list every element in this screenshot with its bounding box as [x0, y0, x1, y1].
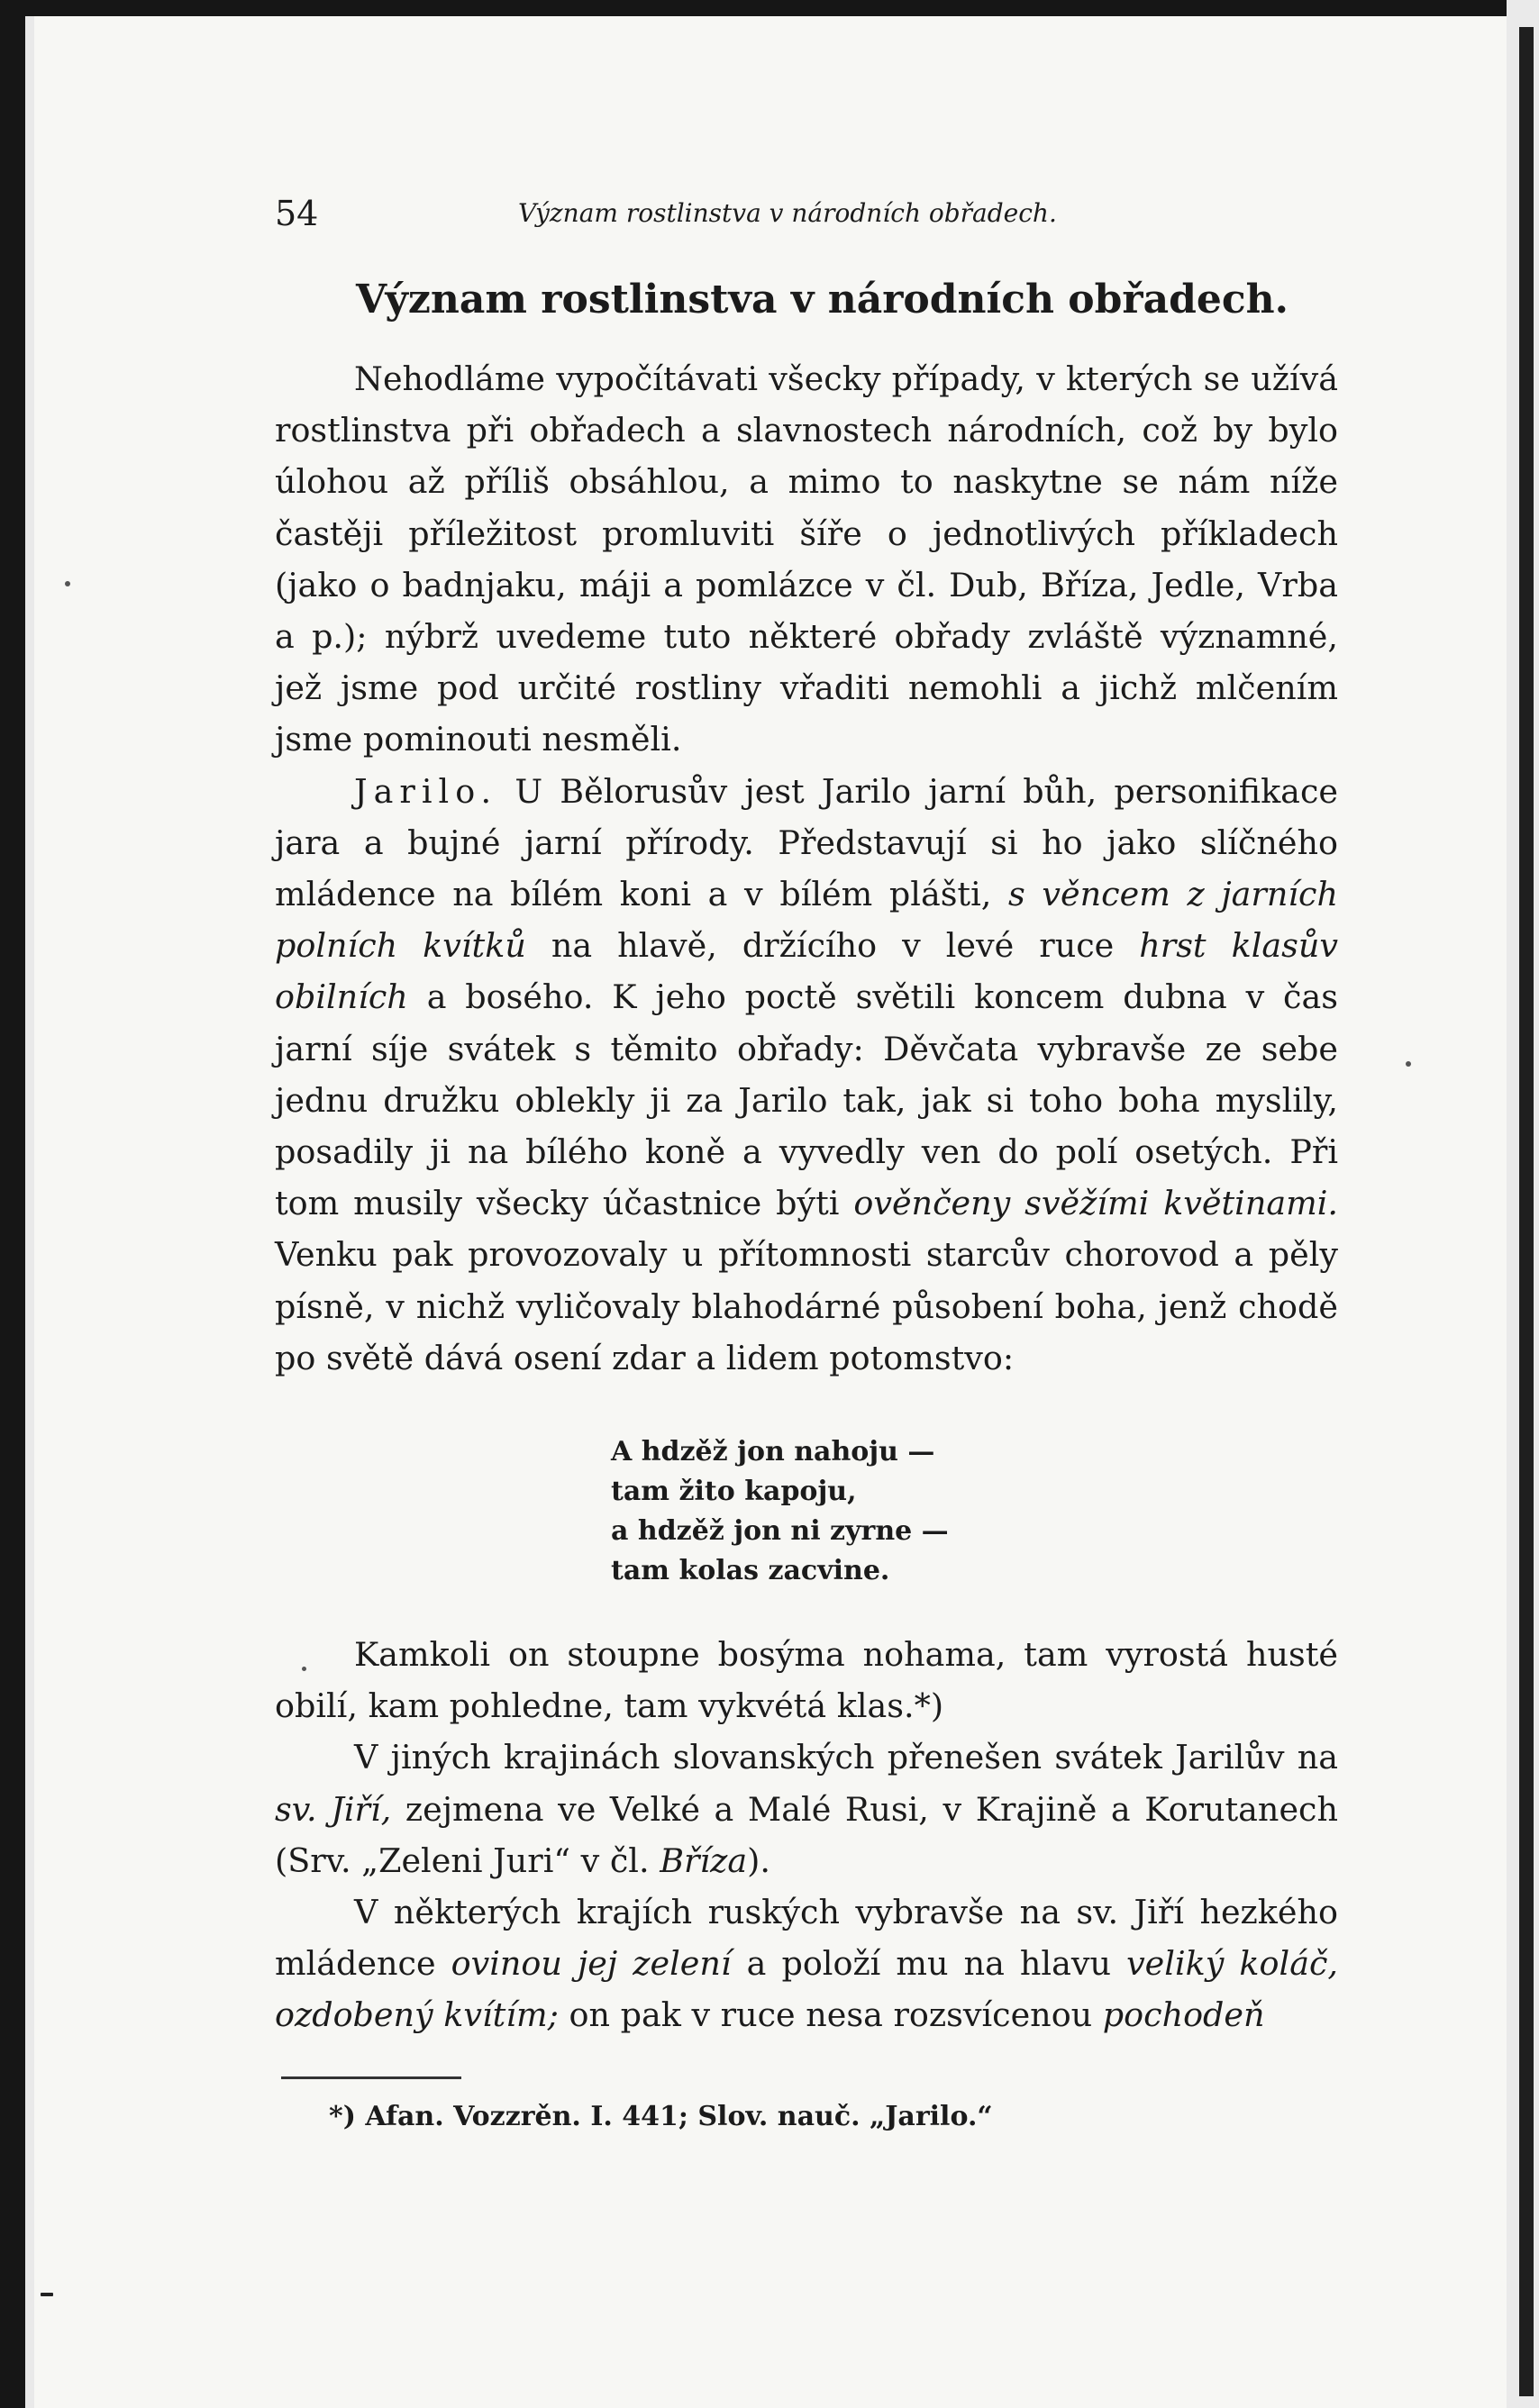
italic-run: Bříza	[660, 1840, 748, 1880]
text-run: Venku pak provozovaly u přítomnosti starcův chorovod a pěly písně, v nichž vyličovaly blahodárné působení boha, jenž chodě po světě dává osení zdar a lidem potomstvo:	[275, 1235, 1338, 1377]
main-text-continued	[275, 1629, 1338, 2041]
text-run: a položí mu na hlavu	[731, 1944, 1127, 1984]
scan-speck	[1406, 1061, 1411, 1067]
text-run: V jiných krajinách slovanských přenešen svátek Jarilův na	[354, 1738, 1338, 1777]
main-text	[275, 353, 1338, 1384]
scan-border-left	[0, 0, 25, 2408]
scan-page-edge-left	[25, 16, 34, 2408]
text-run: na hlavě, držícího v levé ruce	[525, 926, 1140, 966]
verse-line: A hdzěž jon nahoju —	[611, 1436, 935, 1468]
verse-line: tam žito kapoju,	[611, 1476, 857, 1507]
paragraph-intro: Nehodláme vypočítávati všecky případy, v kterých se užívá rostlinstva při obřadech a slavnostech národních, což by bylo úlohou až příliš obsáhlou, a mimo to naskytne se nám níže častěji příležitost promluviti šíře o jednotlivých příkladech (jako o badnjaku, máji a pomlázce v čl. Dub, Bříza, Jedle, Vrba a p.); nýbrž uvedeme tuto některé obřady zvláště významné, jež jsme pod určité rostliny vřaditi nemohli a jichž mlčením jsme pominouti nesměli.	[275, 359, 1338, 759]
text-run: a bosého. K jeho poctě světili koncem dubna v čas jarní síje svátek s těmito obřady: Děvčata vybravše ze sebe jednu družku oblekly ji za Jarilo tak, jak si toho boha myslily, posadily ji na bílého koně a vyvedly ven do polí osetých. Při tom musily všecky účastnice býti	[275, 977, 1338, 1223]
italic-run: pochodeň	[1102, 1995, 1265, 2035]
italic-run: s věncem z jarních polních kvítků	[275, 875, 1339, 966]
footnote: *) Afan. Vozzrěn. I. 441; Slov. nauč. „Jarilo.“	[329, 2101, 993, 2132]
text-run: zejmena ve Velké a Malé Rusi, v Krajině a Korutanech (Srv. „Zeleni Juri“ v čl.	[275, 1789, 1338, 1880]
paragraph-kamkoli: Kamkoli on stoupne bosýma nohama, tam vyrostá husté obilí, kam pohledne, tam vykvétá klas.*)	[275, 1635, 1338, 1726]
paragraph-russian-custom	[275, 1886, 1338, 2041]
paragraph-jarilo	[275, 766, 1338, 1384]
jarilo-lead: Jarilo.	[354, 771, 498, 811]
verse-line: tam kolas zacvine.	[611, 1555, 890, 1586]
text-run: ).	[747, 1840, 770, 1880]
text-run: U Bělorusův jest Jarilo jarní bůh, personifikace jara a bujné jarní přírody. Představují si ho jako slíčného mládence na bílém koni a v bílém plášti,	[275, 771, 1338, 914]
verse-line: a hdzěž jon ni zyrne —	[611, 1515, 949, 1547]
scan-speck	[41, 2293, 53, 2296]
scan-border-top	[0, 0, 1539, 16]
scan-page-edge-right	[1519, 27, 1534, 2396]
folk-song-verse	[611, 1432, 949, 1591]
paragraph-sv-jiri	[275, 1731, 1338, 1886]
text-run: V některých krajích ruských vybravše na sv. Jiří hezkého mládence	[275, 1893, 1338, 1984]
footnote-rule	[281, 2076, 461, 2079]
page-header	[275, 191, 1338, 236]
running-title: Význam rostlinstva v národních obřadech.	[518, 198, 1057, 228]
italic-run: ovinou jej zelení	[451, 1944, 732, 1984]
scan-speck	[65, 581, 70, 586]
italic-run: sv. Jiří,	[275, 1789, 392, 1829]
italic-run: ověnčeny svěžími květinami.	[853, 1184, 1339, 1223]
italic-run: veliký koláč, ozdobený kvítím;	[275, 1944, 1339, 2035]
italic-run: hrst klasův obilních	[275, 926, 1338, 1017]
section-title: Význam rostlinstva v národních obřadech.	[356, 277, 1289, 323]
text-run: on pak v ruce nesa rozsvícenou	[558, 1995, 1103, 2035]
page-number: 54	[275, 194, 319, 233]
